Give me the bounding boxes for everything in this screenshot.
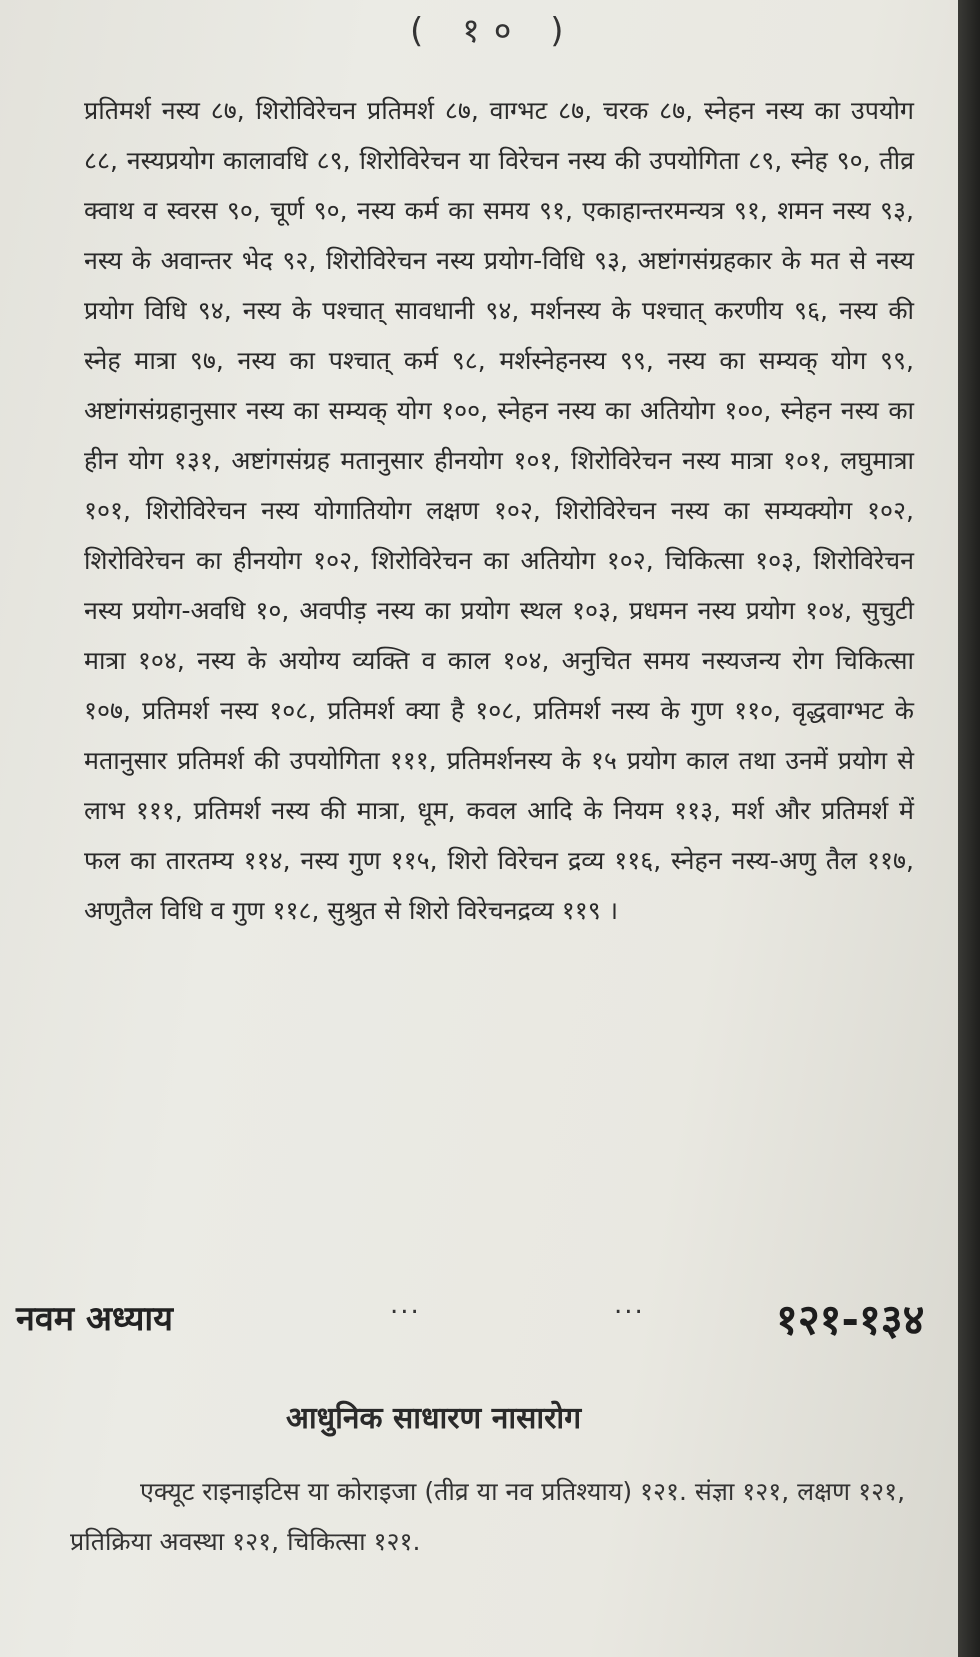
page-number: ( १० )	[410, 11, 578, 51]
chapter-entry	[16, 1290, 956, 1350]
book-edge	[958, 0, 980, 1657]
section-contents: एक्यूट राइनाइटिस या कोराइजा (तीव्र या नव प्रतिश्याय) १२१. संज्ञा १२१, लक्षण १२१, प्रतिक्रिया अवस्था १२१, चिकित्सा १२१.	[70, 1477, 906, 1556]
chapter-page-range: १२१-१३४	[776, 1295, 925, 1344]
chapter-title: नवम अध्याय	[16, 1299, 173, 1339]
dot-leader: ...	[390, 1290, 421, 1320]
contents-paragraph: प्रतिमर्श नस्य ८७, शिरोविरेचन प्रतिमर्श ८७, वाग्भट ८७, चरक ८७, स्नेहन नस्य का उपयोग ८८, नस्यप्रयोग कालावधि ८९, शिरोविरेचन या विरेचन नस्य की उपयोगिता ८९, स्नेह ९०, तीव्र क्वाथ व स्वरस ९०, चूर्ण ९०, नस्य कर्म का समय ९१, एकाहान्तरमन्यत्र ९१, शमन नस्य ९३, नस्य के अवान्तर भेद ९२, शिरोविरेचन नस्य प्रयोग-विधि ९३, अष्टांगसंग्रहकार के मत से नस्य प्रयोग विधि ९४, नस्य के पश्चात् सावधानी ९४, मर्शनस्य के पश्चात् करणीय ९६, नस्य की स्नेह मात्रा ९७, नस्य का पश्चात् कर्म ९८, मर्शस्नेहनस्य ९९, नस्य का सम्यक् योग ९९, अष्टांगसंग्रहानुसार नस्य का सम्यक् योग १००, स्नेहन नस्य का अतियोग १००, स्नेहन नस्य का हीन योग १३१, अष्टांगसंग्रह मतानुसार हीनयोग १०१, शिरोविरेचन नस्य मात्रा १०१, लघुमात्रा १०१, शिरोविरेचन नस्य योगातियोग लक्षण १०२, शिरोविरेचन नस्य का सम्यक्योग १०२, शिरोविरेचन का हीनयोग १०२, शिरोविरेचन का अतियोग १०२, चिकित्सा १०३, शिरोविरेचन नस्य प्रयोग-अवधि १०, अवपीड़ नस्य का प्रयोग स्थल १०३, प्रधमन नस्य प्रयोग १०४, सुचुटी मात्रा १०४, नस्य के अयोग्य व्यक्ति व काल १०४, अनुचित समय नस्यजन्य रोग चिकित्सा १०७, प्रतिमर्श नस्य १०८, प्रतिमर्श क्या है १०८, प्रतिमर्श नस्य के गुण ११०, वृद्धवाग्भट के मतानुसार प्रतिमर्श की उपयोगिता १११, प्रतिमर्शनस्य के १५ प्रयोग काल तथा उनमें प्रयोग से लाभ १११, प्रतिमर्श नस्य की मात्रा, धूम, कवल आदि के नियम ११३, मर्श और प्रतिमर्श में फल का तारतम्य ११४, नस्य गुण ११५, शिरो विरेचन द्रव्य ११६, स्नेहन नस्य-अणु तैल ११७, अणुतैल विधि व गुण ११८, सुश्रुत से शिरो विरेचनद्रव्य ११९ ।	[84, 96, 914, 925]
dot-leader: ...	[614, 1290, 645, 1320]
section-heading: आधुनिक साधारण नासारोग	[286, 1401, 582, 1436]
